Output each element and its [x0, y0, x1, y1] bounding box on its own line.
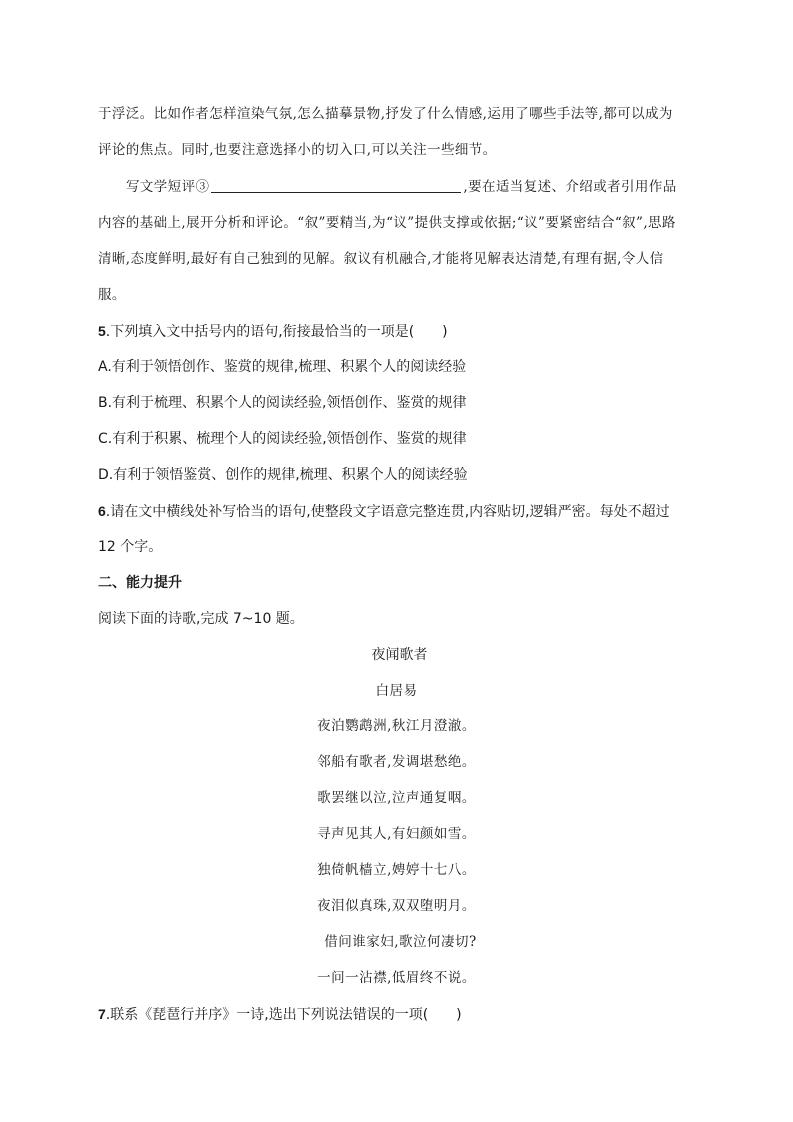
question-5-option-c[interactable]: C.有利于积累、梳理个人的阅读经验,领悟创作、鉴赏的规律: [98, 431, 467, 447]
passage-line-6: 服。: [98, 287, 126, 303]
question-6-text: .请在文中横线处补写恰当的语句,使整段文字语意完整连贯,内容贴切,逻辑严密。每处不超过: [105, 504, 670, 520]
poem-author: 白居易: [375, 683, 418, 699]
question-5-stem: [98, 321, 448, 342]
passage-line-1: 于浮泛。比如作者怎样渲染气氛,怎么描摹景物,抒发了什么情感,运用了哪些手法等,都可以成为: [98, 106, 673, 122]
question-6-number: 6: [98, 503, 106, 519]
question-5-option-d[interactable]: D.有利于领悟鉴赏、创作的规律,梳理、积累个人的阅读经验: [98, 467, 468, 483]
poem-line: 夜泪似真珠,双双堕明月。: [317, 898, 476, 914]
section-instruction: 阅读下面的诗歌,完成 7~10 题。: [98, 611, 304, 627]
poem-line: 寻声见其人,有妇颜如雪。: [317, 826, 476, 842]
passage-line-5: 清晰,态度鲜明,最好有自己独到的见解。叙议有机融合,才能将见解表达清楚,有理有据,令人信: [98, 251, 664, 267]
section-heading: 二、能力提升: [98, 575, 182, 591]
poem-line: 独倚帆樯立,娉婷十七八。: [317, 862, 476, 878]
poem-line: 邻船有歌者,发调堪愁绝。: [317, 754, 476, 770]
question-7-stem: [98, 1004, 462, 1025]
question-6-stem-cont: 12 个字。: [98, 539, 163, 555]
poem-line: 夜泊鹦鹉洲,秋江月澄澈。: [317, 718, 476, 734]
question-7-close: ): [456, 1007, 462, 1023]
answer-blank-3[interactable]: [211, 178, 461, 193]
passage-line-3-end: ,要在适当复述、介绍或者引用作品: [463, 179, 677, 195]
question-7-number: 7: [98, 1006, 106, 1022]
question-5-option-b[interactable]: B.有利于梳理、积累个人的阅读经验,领悟创作、鉴赏的规律: [98, 395, 467, 411]
question-5-text: .下列填入文中括号内的语句,衔接最恰当的一项是(: [105, 324, 415, 340]
question-5-number: 5: [98, 323, 106, 339]
question-5-close: ): [442, 324, 448, 340]
question-6-stem: [98, 501, 670, 522]
question-5-option-a[interactable]: A.有利于领悟创作、鉴赏的规律,梳理、积累个人的阅读经验: [98, 359, 467, 375]
passage-line-3-start: 写文学短评③: [126, 179, 210, 195]
poem-line: 歌罢继以泣,泣声通复咽。: [317, 790, 476, 806]
poem-line: 一问一沾襟,低眉终不说。: [317, 970, 476, 986]
passage-line-3: [126, 177, 677, 197]
poem-title: 夜闻歌者: [371, 647, 428, 663]
question-7-text: .联系《琵琶行并序》一诗,选出下列说法错误的一项(: [105, 1007, 429, 1023]
passage-line-2: 评论的焦点。同时,也要注意选择小的切入口,可以关注一些细节。: [98, 142, 497, 158]
passage-line-4: 内容的基础上,展开分析和评论。“叙”要精当,为“议”提供支撑或依据;“议”要紧密结合“叙”,思路: [98, 215, 676, 231]
poem-line: 借问谁家妇,歌泣何凄切?: [324, 934, 477, 950]
